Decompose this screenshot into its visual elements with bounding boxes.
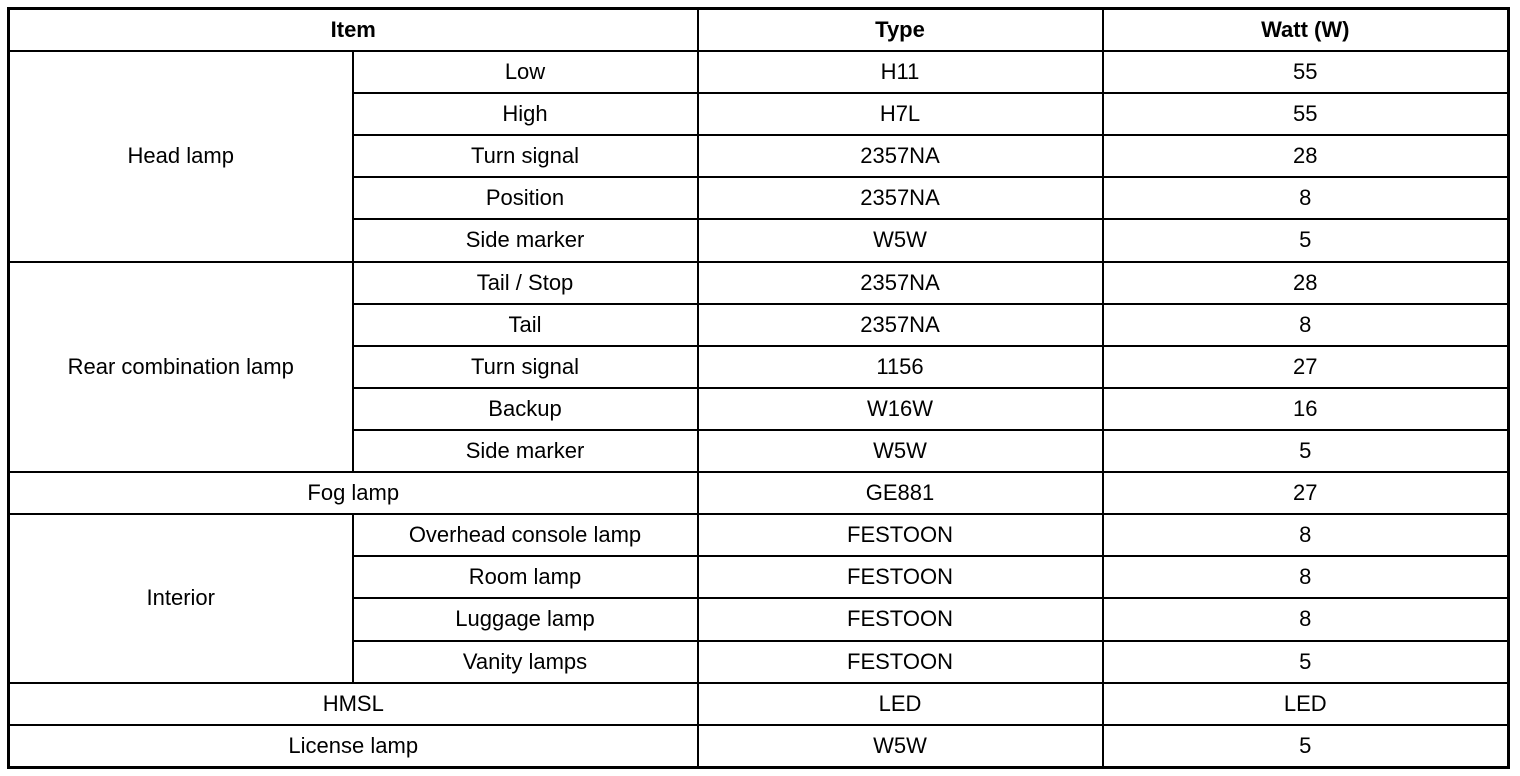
type-cell: 1156 (698, 346, 1103, 388)
table-row (9, 51, 1509, 93)
type-cell: W16W (698, 388, 1103, 430)
item-cell: Low (353, 51, 698, 93)
table-row (9, 472, 1509, 514)
item-cell: Vanity lamps (353, 641, 698, 683)
type-cell: W5W (698, 430, 1103, 472)
item-cell: Luggage lamp (353, 598, 698, 640)
watt-cell: 8 (1103, 598, 1509, 640)
type-cell: FESTOON (698, 641, 1103, 683)
group-label-rear-combination-lamp: Rear combination lamp (9, 262, 353, 473)
type-cell: H11 (698, 51, 1103, 93)
item-cell: Tail / Stop (353, 262, 698, 304)
type-cell: LED (698, 683, 1103, 725)
watt-cell: 5 (1103, 725, 1509, 768)
watt-cell: 55 (1103, 93, 1509, 135)
watt-cell: 27 (1103, 346, 1509, 388)
group-label-interior: Interior (9, 514, 353, 682)
item-cell: High (353, 93, 698, 135)
watt-cell: 28 (1103, 135, 1509, 177)
table-row (9, 514, 1509, 556)
type-cell: W5W (698, 219, 1103, 261)
item-cell: Side marker (353, 219, 698, 261)
column-header-item: Item (9, 9, 698, 52)
column-header-watt: Watt (W) (1103, 9, 1509, 52)
type-cell: FESTOON (698, 514, 1103, 556)
group-label-license-lamp: License lamp (9, 725, 698, 768)
watt-cell: 8 (1103, 177, 1509, 219)
item-cell: Overhead console lamp (353, 514, 698, 556)
type-cell: GE881 (698, 472, 1103, 514)
watt-cell: LED (1103, 683, 1509, 725)
item-cell: Turn signal (353, 346, 698, 388)
table-header-row (9, 9, 1509, 52)
type-cell: FESTOON (698, 598, 1103, 640)
item-cell: Backup (353, 388, 698, 430)
type-cell: 2357NA (698, 177, 1103, 219)
item-cell: Side marker (353, 430, 698, 472)
watt-cell: 8 (1103, 556, 1509, 598)
bulb-specification-table (7, 7, 1510, 769)
type-cell: W5W (698, 725, 1103, 768)
group-label-head-lamp: Head lamp (9, 51, 353, 262)
column-header-type: Type (698, 9, 1103, 52)
table-row (9, 725, 1509, 768)
table-row (9, 262, 1509, 304)
watt-cell: 8 (1103, 514, 1509, 556)
watt-cell: 5 (1103, 641, 1509, 683)
group-label-fog-lamp: Fog lamp (9, 472, 698, 514)
watt-cell: 27 (1103, 472, 1509, 514)
type-cell: 2357NA (698, 135, 1103, 177)
item-cell: Tail (353, 304, 698, 346)
type-cell: 2357NA (698, 262, 1103, 304)
item-cell: Turn signal (353, 135, 698, 177)
group-label-hmsl: HMSL (9, 683, 698, 725)
type-cell: H7L (698, 93, 1103, 135)
watt-cell: 55 (1103, 51, 1509, 93)
item-cell: Room lamp (353, 556, 698, 598)
watt-cell: 16 (1103, 388, 1509, 430)
type-cell: 2357NA (698, 304, 1103, 346)
watt-cell: 5 (1103, 430, 1509, 472)
watt-cell: 8 (1103, 304, 1509, 346)
watt-cell: 5 (1103, 219, 1509, 261)
item-cell: Position (353, 177, 698, 219)
type-cell: FESTOON (698, 556, 1103, 598)
watt-cell: 28 (1103, 262, 1509, 304)
table-row (9, 683, 1509, 725)
